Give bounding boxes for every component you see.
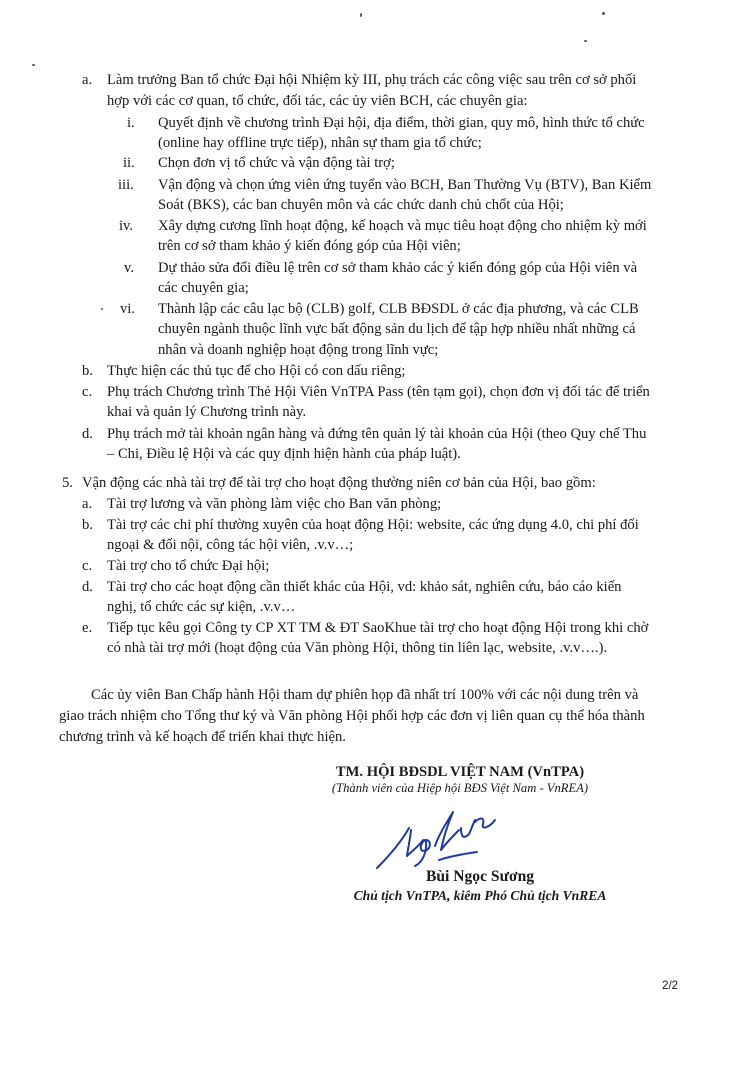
subitem-i-line-2: (online hay offline trực tiếp), nhân sự tham gia tổ chức; bbox=[158, 135, 482, 151]
section-5-item-d-line-1: Tài trợ cho các hoạt động cần thiết khác của Hội, vd: khảo sát, nghiên cứu, báo cáo kiến bbox=[107, 579, 622, 595]
section-5-item-e-line-1: Tiếp tục kêu gọi Công ty CP XT TM & ĐT SaoKhue tài trợ cho hoạt động Hội trong khi chờ bbox=[107, 620, 649, 636]
item-d-line-2: – Chi, Điều lệ Hội và các quy định hiện hành của pháp luật). bbox=[107, 446, 461, 462]
closing-line-1: Các ủy viên Ban Chấp hành Hội tham dự phiên họp đã nhất trí 100% với các nội dung trên và bbox=[91, 687, 639, 703]
item-a-line-2: hợp với các cơ quan, tổ chức, đối tác, các ủy viên BCH, các chuyên gia: bbox=[107, 93, 528, 109]
signature-org-sub: (Thành viên của Hiệp hội BĐS Việt Nam - VnREA) bbox=[331, 781, 589, 795]
subitem-vi-marker: vi. bbox=[120, 301, 135, 317]
closing-line-3: chương trình và kế hoạch để triển khai thực hiện. bbox=[59, 729, 346, 745]
subitem-ii-line-1: Chọn đơn vị tổ chức và vận động tài trợ; bbox=[158, 155, 395, 171]
closing-line-2: giao trách nhiệm cho Tổng thư ký và Văn phòng Hội phối hợp các đơn vị liên quan cụ thể hóa thành bbox=[59, 708, 645, 724]
signer-title: Chủ tịch VnTPA, kiêm Phó Chủ tịch VnREA bbox=[353, 888, 607, 903]
section-5-item-d-marker: d. bbox=[82, 579, 93, 595]
subitem-vi-line-1: Thành lập các câu lạc bộ (CLB) golf, CLB BĐSDL ở các địa phương, và các CLB bbox=[158, 301, 639, 317]
subitem-iii-marker: iii. bbox=[118, 177, 134, 193]
item-b-line-1: Thực hiện các thủ tục để cho Hội có con dấu riêng; bbox=[107, 363, 406, 379]
scan-speck bbox=[584, 40, 587, 42]
subitem-iii-line-1: Vận động và chọn ứng viên ứng tuyển vào BCH, Ban Thường Vụ (BTV), Ban Kiểm bbox=[158, 177, 652, 193]
scan-speck bbox=[602, 12, 605, 15]
section-5-item-b-line-2: ngoại & đối nội, công tác hội viên, .v.v…; bbox=[107, 537, 354, 553]
subitem-iv-line-2: trên cơ sở tham khảo ý kiến đóng góp của Hội viên; bbox=[158, 238, 461, 254]
item-b-marker: b. bbox=[82, 363, 93, 379]
item-c-line-1: Phụ trách Chương trình Thẻ Hội Viên VnTPA Pass (tên tạm gọi), chọn đơn vị đối tác để triển bbox=[107, 384, 650, 400]
item-a-line-1: Làm trưởng Ban tổ chức Đại hội Nhiệm kỳ III, phụ trách các công việc sau trên cơ sở phối bbox=[107, 72, 637, 88]
section-5-item-b-line-1: Tài trợ các chi phí thường xuyên của hoạt động Hội: website, các ứng dụng 4.0, chi phí đối bbox=[107, 517, 639, 533]
subitem-vi-line-2: chuyên ngành thuộc lĩnh vực bất động sản du lịch để tập hợp nhiều nhất những cá bbox=[158, 321, 636, 337]
item-d-line-1: Phụ trách mở tài khoản ngân hàng và đứng tên quản lý tài khoản của Hội (theo Quy chế Thu bbox=[107, 426, 647, 442]
item-d-marker: d. bbox=[82, 426, 93, 442]
item-c-line-2: khai và quản lý Chương trình này. bbox=[107, 404, 307, 420]
subitem-iv-marker: iv. bbox=[119, 218, 134, 234]
scan-speck bbox=[360, 13, 362, 17]
subitem-ii-marker: ii. bbox=[123, 155, 135, 171]
section-5-item-a-marker: a. bbox=[82, 496, 93, 512]
subitem-v-marker: v. bbox=[124, 260, 134, 276]
subitem-v-line-1: Dự thảo sửa đổi điều lệ trên cơ sở tham khảo các ý kiến đóng góp của Hội viên và bbox=[158, 260, 638, 276]
subitem-i-marker: i. bbox=[127, 115, 135, 131]
subitem-iii-line-2: Soát (BKS), các ban chuyên môn và các chức danh chủ chốt của Hội; bbox=[158, 197, 564, 213]
scan-speck bbox=[32, 64, 35, 66]
section-5-item-b-marker: b. bbox=[82, 517, 93, 533]
section-5-item-a-line-1: Tài trợ lương và văn phòng làm việc cho Ban văn phòng; bbox=[107, 496, 442, 512]
scan-speck bbox=[101, 308, 103, 310]
section-5-item-e-line-2: có nhà tài trợ mới (hoạt động của Văn phòng Hội, thông tin liên lạc, website, .v.v….). bbox=[107, 640, 608, 656]
page-number: 2/2 bbox=[662, 979, 679, 992]
item-c-marker: c. bbox=[82, 384, 93, 400]
signer-name: Bùi Ngọc Sương bbox=[425, 868, 535, 885]
item-a-marker: a. bbox=[82, 72, 93, 88]
section-5-item-c-line-1: Tài trợ cho tổ chức Đại hội; bbox=[107, 558, 270, 574]
subitem-iv-line-1: Xây dựng cương lĩnh hoạt động, kế hoạch và mục tiêu hoạt động cho nhiệm kỳ mới bbox=[158, 218, 647, 234]
section-5-item-e-marker: e. bbox=[82, 620, 93, 636]
section-5-item-c-marker: c. bbox=[82, 558, 93, 574]
subitem-v-line-2: các chuyên gia; bbox=[158, 280, 249, 296]
subitem-i-line-1: Quyết định về chương trình Đại hội, địa điểm, thời gian, quy mô, hình thức tổ chức bbox=[158, 115, 645, 131]
subitem-vi-line-3: nhân và doanh nghiệp hoạt động trong lĩnh vực; bbox=[158, 342, 439, 358]
section-5-item-d-line-2: nghị, tổ chức các sự kiện, .v.v… bbox=[107, 599, 296, 615]
section-5-title: Vận động các nhà tài trợ để tài trợ cho hoạt động thường niên cơ bản của Hội, bao gồm: bbox=[82, 475, 596, 491]
section-5-marker: 5. bbox=[62, 475, 73, 491]
signature-org: TM. HỘI BĐSDL VIỆT NAM (VnTPA) bbox=[335, 764, 585, 780]
